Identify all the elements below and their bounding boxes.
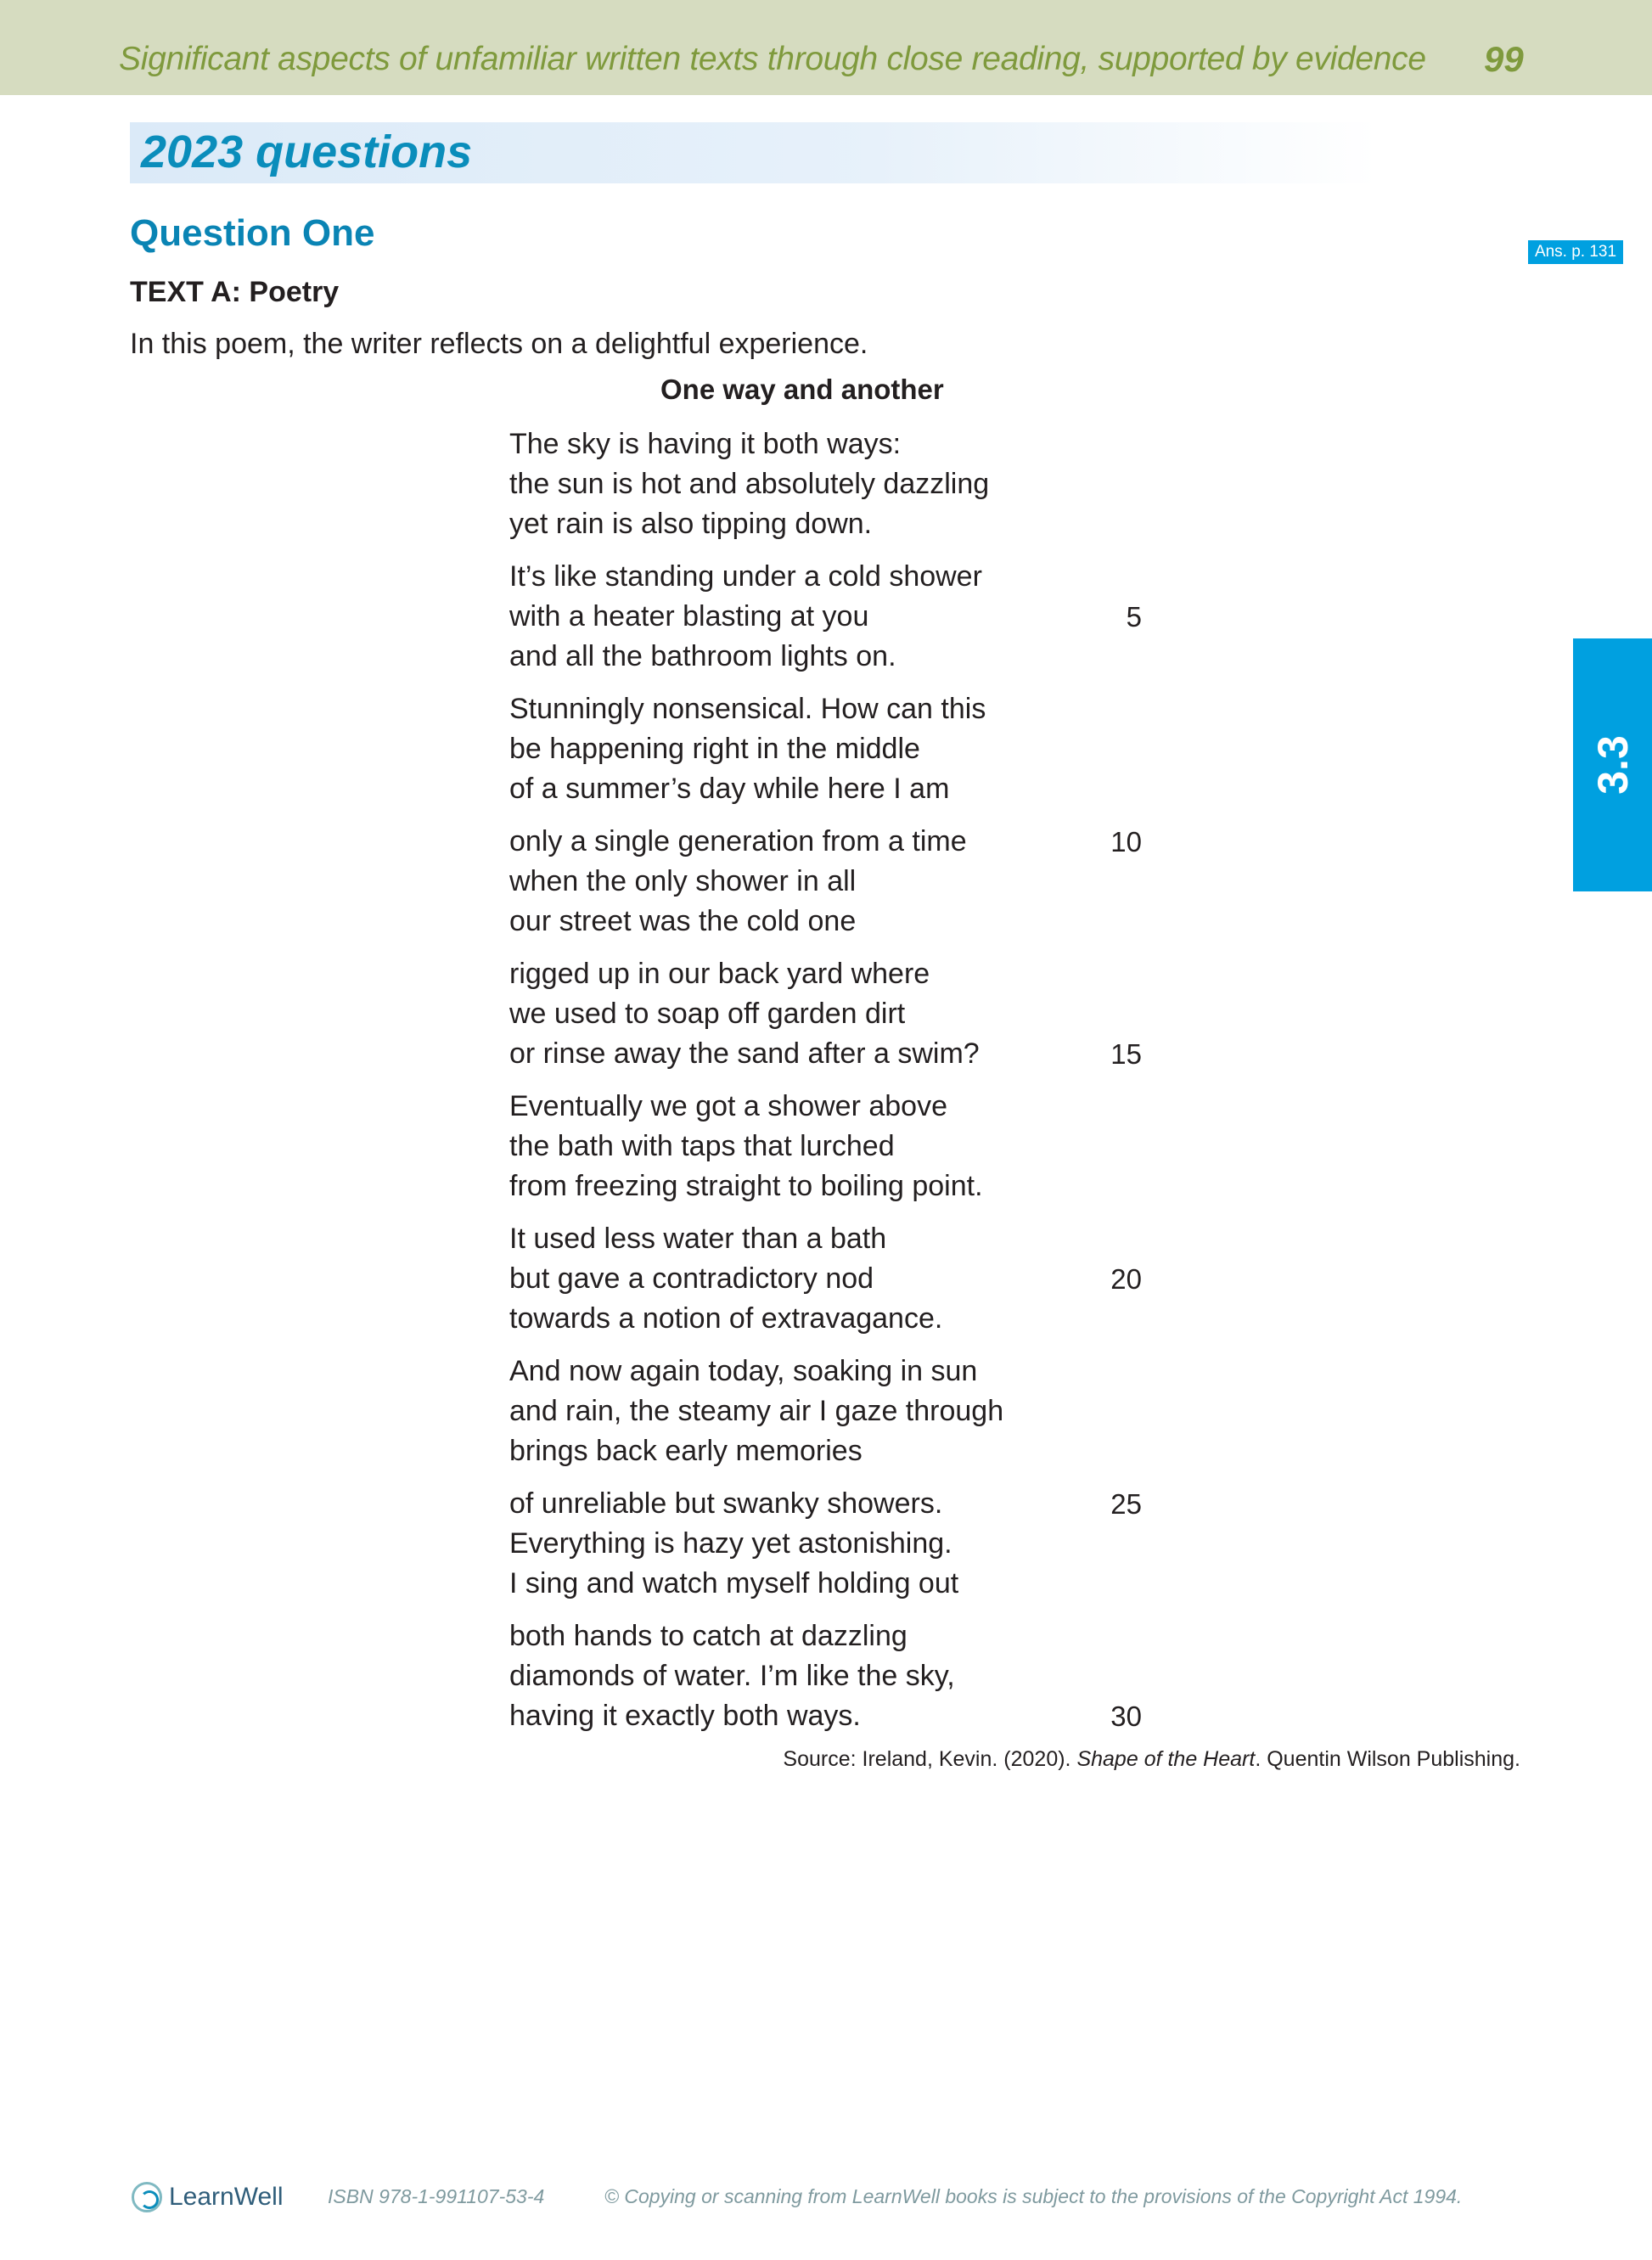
poem-line-text: from freezing straight to boiling point. xyxy=(509,1170,983,1202)
poem-line-text: both hands to catch at dazzling xyxy=(509,1620,907,1652)
poem-line-text: the bath with taps that lurched xyxy=(509,1130,895,1162)
poem-line-text: our street was the cold one xyxy=(509,905,857,937)
poem-line xyxy=(509,1219,1155,1259)
line-number: 25 xyxy=(1110,1488,1142,1520)
poem-line xyxy=(509,862,1155,902)
poem-stanza xyxy=(509,557,1155,677)
poem-line xyxy=(509,902,1155,942)
logo-text: LearnWell xyxy=(169,2183,284,2211)
intro-text: In this poem, the writer reflects on a delightful experience. xyxy=(130,328,868,360)
poem-body xyxy=(509,424,1155,1749)
poem-line xyxy=(509,1616,1155,1656)
poem-line-text: rigged up in our back yard where xyxy=(509,958,930,990)
poem-line-text: but gave a contradictory nod xyxy=(509,1262,874,1295)
poem-line-text: we used to soap off garden dirt xyxy=(509,998,906,1030)
poem-line-text: with a heater blasting at you xyxy=(509,600,869,632)
source-title: Shape of the Heart xyxy=(1076,1747,1256,1771)
source-suffix: . Quentin Wilson Publishing. xyxy=(1255,1747,1520,1771)
learnwell-logo xyxy=(132,2180,284,2214)
poem-line-text: yet rain is also tipping down. xyxy=(509,508,873,540)
line-number: 10 xyxy=(1110,826,1142,857)
learnwell-swirl-icon xyxy=(132,2182,162,2212)
poem-line-text: of unreliable but swanky showers. xyxy=(509,1487,943,1520)
poem-title: One way and another xyxy=(660,374,944,405)
source-citation xyxy=(783,1747,1520,1772)
poem-line xyxy=(509,1167,1155,1206)
poem-line-text: and all the bathroom lights on. xyxy=(509,640,896,672)
poem-line-text: It used less water than a bath xyxy=(509,1223,887,1255)
poem-line-text: brings back early memories xyxy=(509,1435,863,1467)
poem-line-text: I sing and watch myself holding out xyxy=(509,1567,959,1599)
poem-line xyxy=(509,637,1155,677)
poem-line-text: be happening right in the middle xyxy=(509,733,920,765)
poem-line xyxy=(509,1564,1155,1604)
poem-line-text: only a single generation from a time xyxy=(509,825,967,857)
poem-line xyxy=(509,557,1155,597)
chapter-side-tab[interactable] xyxy=(1573,638,1652,891)
poem-line xyxy=(509,597,1155,637)
poem-line xyxy=(509,769,1155,809)
poem-line xyxy=(509,1087,1155,1127)
poem-line-text: of a summer’s day while here I am xyxy=(509,773,950,805)
poem-stanza xyxy=(509,1616,1155,1736)
footer-copyright: © Copying or scanning from LearnWell books is subject to the provisions of the Copyright Act 1994. xyxy=(604,2185,1463,2207)
poem-line xyxy=(509,464,1155,504)
poem-line xyxy=(509,729,1155,769)
poem-line xyxy=(509,1431,1155,1471)
poem-line xyxy=(509,1524,1155,1564)
poem-stanza xyxy=(509,1484,1155,1604)
poem-line-text: the sun is hot and absolutely dazzling xyxy=(509,468,990,500)
source-prefix: Source: Ireland, Kevin. (2020). xyxy=(783,1747,1077,1771)
poem-line xyxy=(509,1696,1155,1736)
poem-line xyxy=(509,1484,1155,1524)
poem-stanza xyxy=(509,1087,1155,1206)
poem-line xyxy=(509,424,1155,464)
poem-line-text: And now again today, soaking in sun xyxy=(509,1355,978,1387)
poem-line xyxy=(509,1391,1155,1431)
section-title: 2023 questions xyxy=(141,126,473,177)
poem-line-text: towards a notion of extravagance. xyxy=(509,1302,943,1335)
poem-stanza xyxy=(509,822,1155,942)
poem-line-text: It’s like standing under a cold shower xyxy=(509,560,982,593)
chapter-tab-label: 3.3 xyxy=(1588,735,1637,795)
poem-line-text: The sky is having it both ways: xyxy=(509,428,902,460)
running-head: Significant aspects of unfamiliar written texts through close reading, supported by evidence xyxy=(119,41,1426,77)
line-number: 15 xyxy=(1110,1038,1142,1070)
poem-line xyxy=(509,504,1155,544)
poem-stanza xyxy=(509,1219,1155,1339)
poem-line xyxy=(509,1034,1155,1074)
poem-line-text: and rain, the steamy air I gaze through xyxy=(509,1395,1004,1427)
footer-isbn: ISBN 978-1-991107-53-4 xyxy=(328,2185,545,2207)
question-heading: Question One xyxy=(130,212,375,254)
poem-line xyxy=(509,689,1155,729)
poem-line-text: Everything is hazy yet astonishing. xyxy=(509,1527,952,1560)
poem-line xyxy=(509,1352,1155,1391)
text-label: TEXT A: Poetry xyxy=(130,276,340,308)
poem-line xyxy=(509,1656,1155,1696)
line-number: 20 xyxy=(1110,1263,1142,1295)
poem-line-text: when the only shower in all xyxy=(509,865,857,897)
poem-line xyxy=(509,1259,1155,1299)
page-number: 99 xyxy=(1484,39,1524,79)
poem-line-text: Eventually we got a shower above xyxy=(509,1090,947,1122)
poem-line-text: diamonds of water. I’m like the sky, xyxy=(509,1660,955,1692)
poem-line xyxy=(509,1299,1155,1339)
line-number: 5 xyxy=(1126,601,1142,632)
poem-stanza xyxy=(509,689,1155,809)
poem-stanza xyxy=(509,424,1155,544)
answer-reference-badge[interactable]: Ans. p. 131 xyxy=(1528,240,1623,264)
poem-line xyxy=(509,994,1155,1034)
line-number: 30 xyxy=(1110,1701,1142,1732)
poem-line xyxy=(509,1127,1155,1167)
poem-stanza xyxy=(509,1352,1155,1471)
poem-line xyxy=(509,954,1155,994)
poem-line xyxy=(509,822,1155,862)
poem-line-text: having it exactly both ways. xyxy=(509,1700,861,1732)
poem-stanza xyxy=(509,954,1155,1074)
poem-line-text: or rinse away the sand after a swim? xyxy=(509,1037,980,1070)
poem-line-text: Stunningly nonsensical. How can this xyxy=(509,693,986,725)
